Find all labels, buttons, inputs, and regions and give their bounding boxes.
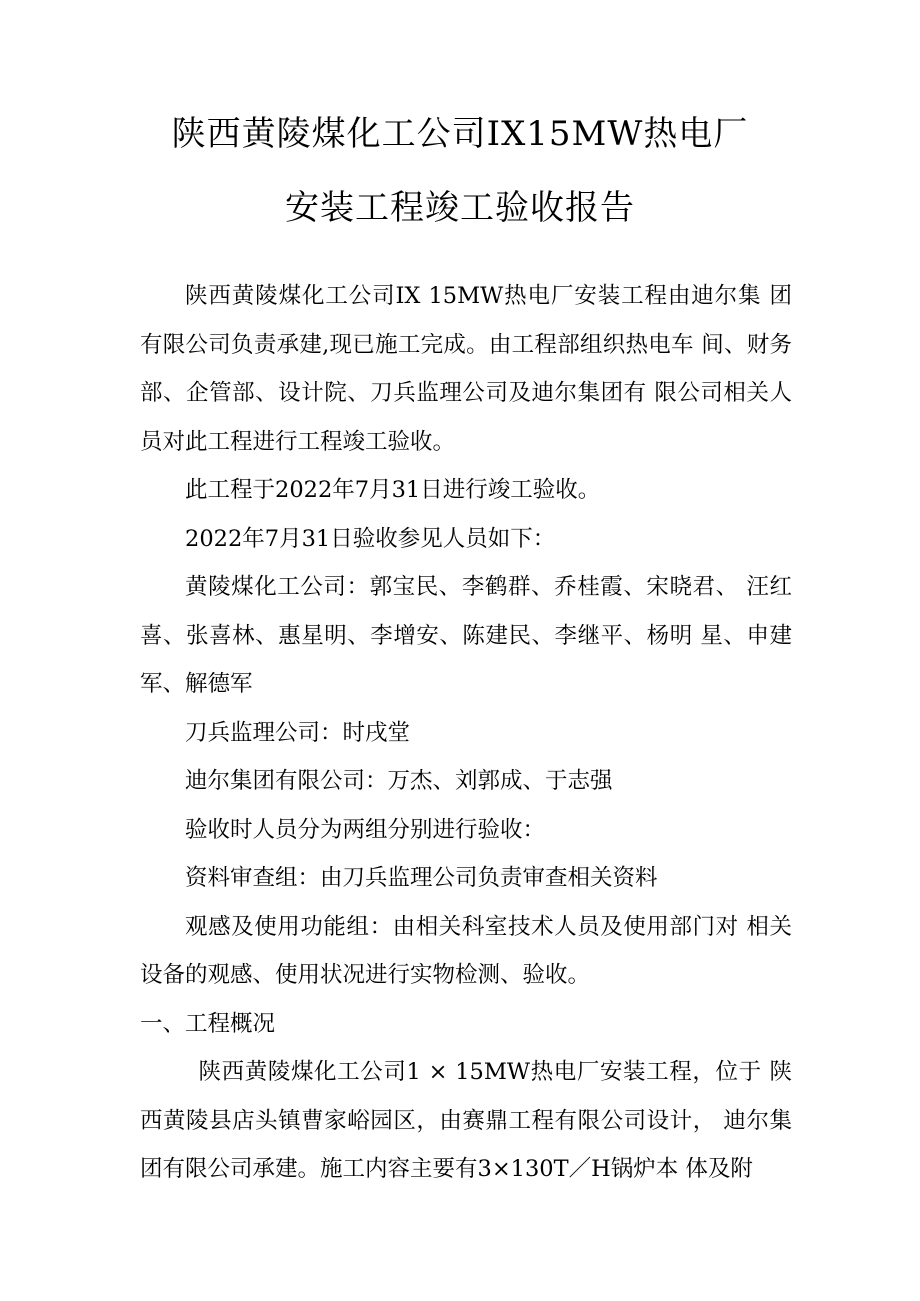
huangling-attendees-paragraph: 黄陵煤化工公司：郭宝民、李鹤群、乔桂霞、宋晓君、 汪红喜、张喜林、惠星明、李增安、陈建民、李继平、杨明 星、申建军、解德军	[140, 574, 792, 697]
intro-paragraph: 陕西黄陵煤化工公司IX 15MW热电厂安装工程由迪尔集 团有限公司负责承建,现已施工完成。由工程部组织热电车 间、财务部、企管部、设计院、刀兵监理公司及迪尔集团有 限公司相关人员对此工程进行工程竣工验收。	[140, 283, 792, 455]
groups-intro-paragraph: 验收时人员分为两组分别进行验收：	[185, 816, 546, 843]
function-group-paragraph: 观感及使用功能组：由相关科室技术人员及使用部门对 相关设备的观感、使用状况进行实物检测、验收。	[140, 913, 792, 988]
acceptance-date-paragraph: 此工程于2022年7月31日进行竣工验收。	[185, 477, 601, 503]
overview-paragraph: 陕西黄陵煤化工公司1 × 15MW热电厂安装工程，位于 陕西黄陵县店头镇曹家峪园区，由赛鼎工程有限公司设计， 迪尔集团有限公司承建。施工内容主要有3×130T／H锅炉本 体及附	[140, 1059, 792, 1182]
report-title-line-2: 安装工程竣工验收报告	[285, 188, 635, 228]
report-body	[140, 272, 792, 1194]
dier-attendees-paragraph: 迪尔集团有限公司：万杰、刘郭成、于志强	[185, 768, 613, 794]
attendees-heading-paragraph: 2022年7月31日验收参见人员如下：	[185, 525, 556, 552]
report-title-line-1: 陕西黄陵煤化工公司IX15MW热电厂	[171, 114, 749, 154]
document-review-group-paragraph: 资料审查组：由刀兵监理公司负责审查相关资料	[185, 865, 658, 891]
supervision-attendees-paragraph: 刀兵监理公司：时戌堂	[185, 719, 411, 746]
section-heading-overview: 一、工程概况	[140, 1010, 276, 1037]
